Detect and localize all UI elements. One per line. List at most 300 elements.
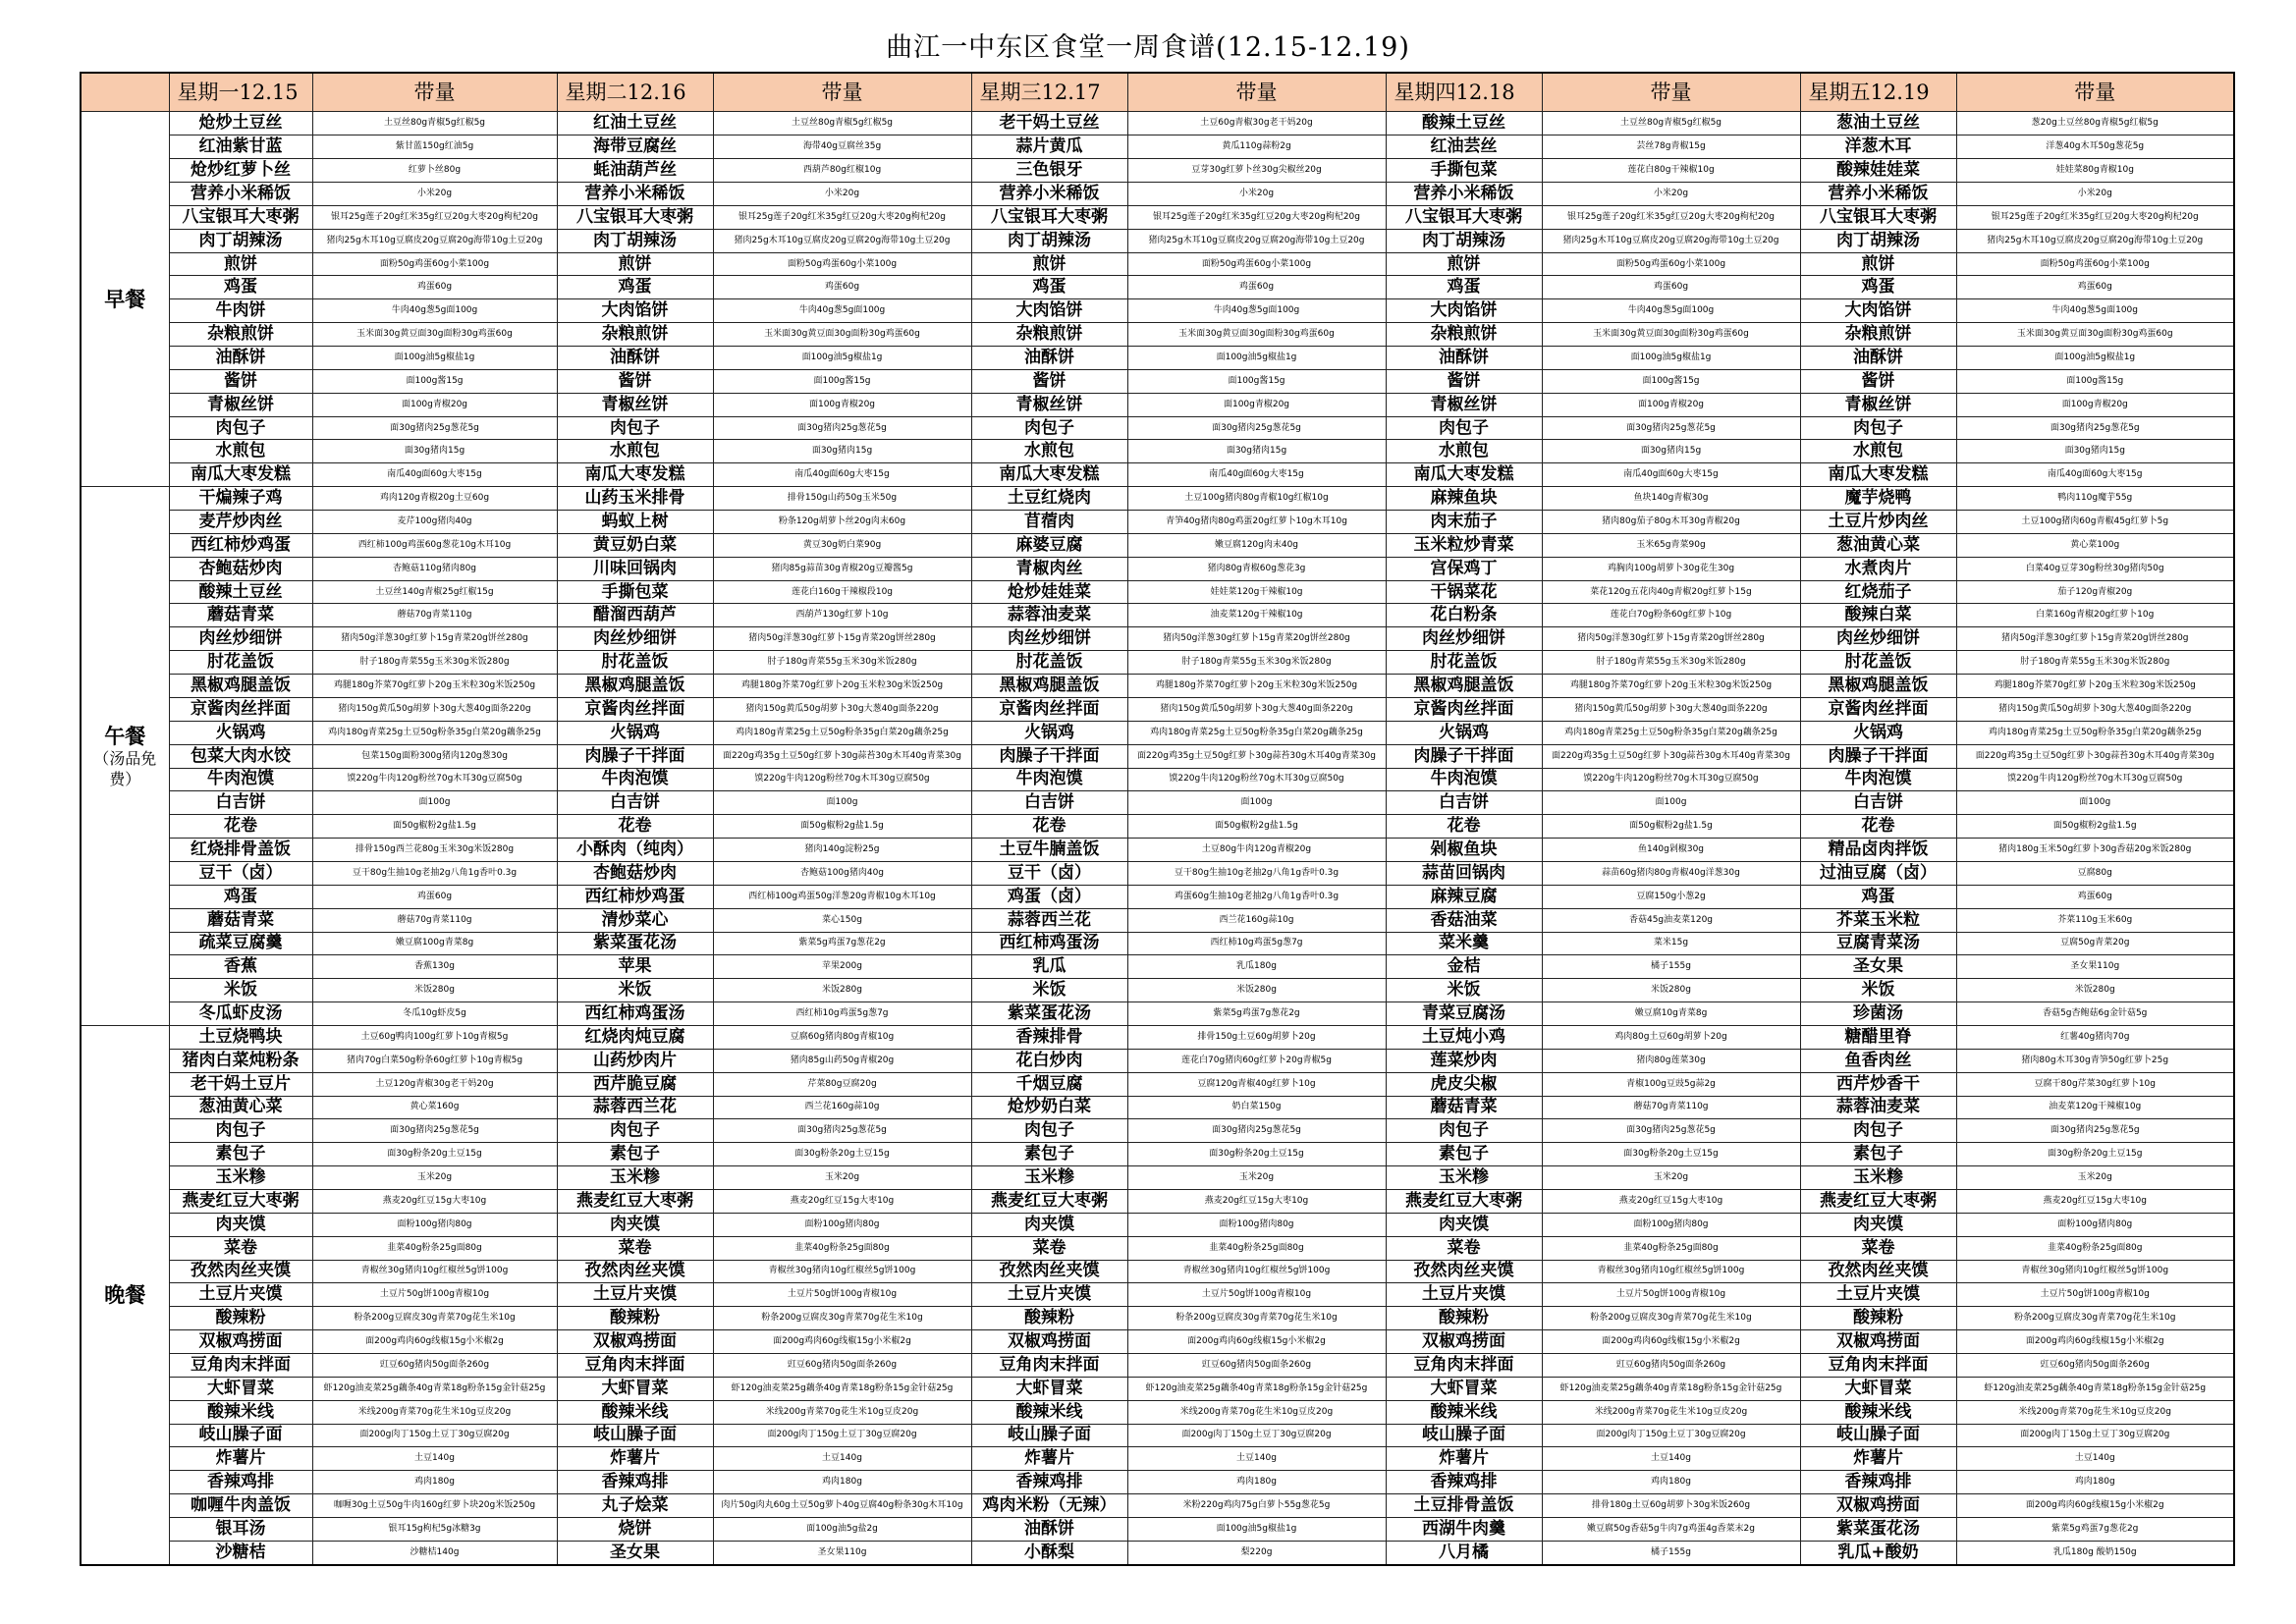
dish-quantity: 面30g猪肉25g葱花5g <box>1542 1119 1800 1143</box>
dish-quantity: 小米20g <box>312 183 557 206</box>
dish-name: 西芹脆豆腐 <box>557 1072 713 1096</box>
dish-name: 素包子 <box>971 1143 1127 1166</box>
dish-quantity: 玉米面30g黄豆面30g面粉30g鸡蛋60g <box>312 323 557 347</box>
dish-name: 八月橘 <box>1386 1541 1542 1565</box>
dish-name: 紫菜蛋花汤 <box>1800 1518 1956 1542</box>
dish-name: 牛肉饼 <box>169 299 312 323</box>
dish-name: 酸辣粉 <box>557 1307 713 1330</box>
menu-row <box>81 1330 2234 1354</box>
dish-quantity: 奶白菜150g <box>1127 1096 1386 1119</box>
menu-row <box>81 299 2234 323</box>
dish-name: 红油土豆丝 <box>557 112 713 135</box>
dish-name: 炸薯片 <box>557 1447 713 1471</box>
dish-quantity: 豇豆60g猪肉50g面条260g <box>1542 1353 1800 1377</box>
dish-quantity: 西红柿10g鸡蛋5g葱7g <box>713 1002 971 1026</box>
dish-name: 玉米糁 <box>1800 1166 1956 1190</box>
dish-name: 红烧排骨盖饭 <box>169 839 312 862</box>
dish-quantity: 面粉50g鸡蛋60g小菜100g <box>1956 252 2234 276</box>
menu-row <box>81 1166 2234 1190</box>
dish-quantity: 面100g油5g椒盐1g <box>1127 1518 1386 1542</box>
dish-quantity: 面粉100g猪肉80g <box>1956 1213 2234 1236</box>
dish-quantity: 嫩豆腐120g肉末40g <box>1127 533 1386 557</box>
dish-quantity: 小米20g <box>1542 183 1800 206</box>
dish-name: 八宝银耳大枣粥 <box>971 205 1127 229</box>
dish-name: 油酥饼 <box>971 1518 1127 1542</box>
dish-name: 炸薯片 <box>1386 1447 1542 1471</box>
qty-header: 带量 <box>1127 73 1386 112</box>
dish-quantity: 玉米20g <box>1956 1166 2234 1190</box>
dish-quantity: 猪肉25g木耳10g豆腐皮20g豆腐20g海带10g土豆20g <box>312 229 557 252</box>
dish-name: 手撕包菜 <box>557 580 713 604</box>
weekly-menu-table <box>80 72 2235 1566</box>
dish-name: 白吉饼 <box>557 791 713 815</box>
dish-quantity: 猪肉25g木耳10g豆腐皮20g豆腐20g海带10g土豆20g <box>1956 229 2234 252</box>
dish-quantity: 面50g椒粉2g盐1.5g <box>312 815 557 839</box>
dish-quantity: 猪肉25g木耳10g豆腐皮20g豆腐20g海带10g土豆20g <box>1127 229 1386 252</box>
dish-name: 八宝银耳大枣粥 <box>557 205 713 229</box>
menu-row <box>81 511 2234 534</box>
dish-quantity: 青椒丝30g猪肉10g红椒丝5g饼100g <box>713 1260 971 1283</box>
dish-quantity: 牛肉40g葱5g面100g <box>1542 299 1800 323</box>
dish-quantity: 猪肉70g白菜50g粉条60g红萝卜10g青椒5g <box>312 1049 557 1072</box>
dish-name: 肉夹馍 <box>971 1213 1127 1236</box>
dish-quantity: 包菜150g面粉300g猪肉120g葱30g <box>312 744 557 768</box>
dish-name: 酱饼 <box>557 369 713 393</box>
dish-name: 白吉饼 <box>169 791 312 815</box>
menu-row <box>81 369 2234 393</box>
dish-name: 双椒鸡捞面 <box>557 1330 713 1354</box>
dish-name: 西红柿鸡蛋汤 <box>971 932 1127 955</box>
dish-quantity: 面粉50g鸡蛋60g小菜100g <box>1127 252 1386 276</box>
dish-quantity: 馍220g牛肉120g粉丝70g木耳30g豆腐50g <box>1127 768 1386 791</box>
dish-quantity: 燕麦20g红豆15g大枣10g <box>1542 1189 1800 1213</box>
dish-quantity: 鸡胸肉100g胡萝卜30g花生30g <box>1542 557 1800 580</box>
dish-quantity: 蘑菇70g青菜110g <box>312 908 557 932</box>
menu-row <box>81 112 2234 135</box>
dish-quantity: 虾120g油麦菜25g藕条40g青菜18g粉条15g金针菇25g <box>1956 1377 2234 1400</box>
dish-name: 岐山臊子面 <box>1800 1424 1956 1447</box>
dish-name: 鱼香肉丝 <box>1800 1049 1956 1072</box>
menu-row <box>81 1143 2234 1166</box>
dish-quantity: 土豆60g鸭肉100g红萝卜10g青椒5g <box>312 1025 557 1049</box>
dish-name: 南瓜大枣发糕 <box>971 463 1127 487</box>
dish-name: 蒜苗回锅肉 <box>1386 861 1542 885</box>
meal-note: （汤品免费） <box>93 748 157 788</box>
dish-name: 山药玉米排骨 <box>557 487 713 511</box>
dish-quantity: 茄子120g青椒20g <box>1956 580 2234 604</box>
dish-quantity: 梨220g <box>1127 1541 1386 1565</box>
dish-name: 水煮肉片 <box>1800 557 1956 580</box>
dish-quantity: 猪肉150g黄瓜50g胡萝卜30g大葱40g面条220g <box>1127 697 1386 721</box>
dish-quantity: 肘子180g青菜55g玉米30g米饭280g <box>713 651 971 675</box>
dish-quantity: 芸丝78g青椒15g <box>1542 135 1800 159</box>
qty-header: 带量 <box>713 73 971 112</box>
dish-quantity: 嫩豆腐10g青菜8g <box>1542 1002 1800 1026</box>
dish-name: 肉包子 <box>557 1119 713 1143</box>
dish-quantity: 小米20g <box>1127 183 1386 206</box>
dish-quantity: 南瓜40g面60g大枣15g <box>1956 463 2234 487</box>
dish-quantity: 西兰花160g蒜10g <box>1127 908 1386 932</box>
dish-quantity: 面200g鸡肉60g线椒15g小米椒2g <box>1956 1330 2234 1354</box>
dish-name: 蚝油葫芦丝 <box>557 159 713 183</box>
dish-name: 煎饼 <box>971 252 1127 276</box>
meal-name: 晚餐 <box>104 1282 146 1308</box>
dish-name: 肉丁胡辣汤 <box>1800 229 1956 252</box>
dish-quantity: 南瓜40g面60g大枣15g <box>713 463 971 487</box>
dish-quantity: 肘子180g青菜55g玉米30g米饭280g <box>1542 651 1800 675</box>
dish-name: 肘花盖饭 <box>557 651 713 675</box>
dish-name: 玉米糁 <box>557 1166 713 1190</box>
dish-quantity: 西红柿100g鸡蛋50g洋葱20g青椒10g木耳10g <box>713 885 971 908</box>
dish-quantity: 排骨150g山药50g玉米50g <box>713 487 971 511</box>
dish-name: 鸡肉米粉（无辣） <box>971 1494 1127 1518</box>
dish-name: 青椒丝饼 <box>1386 393 1542 416</box>
dish-quantity: 玉米20g <box>312 1166 557 1190</box>
dish-quantity: 粉条200g豆腐皮30g青菜70g花生米10g <box>1127 1307 1386 1330</box>
dish-name: 海带豆腐丝 <box>557 135 713 159</box>
dish-name: 肉包子 <box>971 416 1127 440</box>
day-header: 星期五12.19 <box>1800 73 1956 112</box>
dish-name: 孜然肉丝夹馍 <box>557 1260 713 1283</box>
dish-quantity: 西葫芦80g红椒10g <box>713 159 971 183</box>
day-header: 星期四12.18 <box>1386 73 1542 112</box>
dish-name: 肉臊子干拌面 <box>1386 744 1542 768</box>
dish-name: 双椒鸡捞面 <box>169 1330 312 1354</box>
dish-quantity: 猪肉25g木耳10g豆腐皮20g豆腐20g海带10g土豆20g <box>713 229 971 252</box>
dish-name: 香蕉 <box>169 955 312 979</box>
dish-quantity: 鸭肉110g魔芋55g <box>1956 487 2234 511</box>
dish-name: 酸辣米线 <box>169 1400 312 1424</box>
dish-name: 冬瓜虾皮汤 <box>169 1002 312 1026</box>
dish-quantity: 韭菜40g粉条25g面80g <box>1542 1236 1800 1260</box>
menu-row <box>81 1119 2234 1143</box>
dish-name: 水煎包 <box>1800 440 1956 463</box>
menu-row <box>81 487 2234 511</box>
dish-quantity: 银耳25g莲子20g红米35g红豆20g大枣20g枸杞20g <box>1956 205 2234 229</box>
dish-name: 水煎包 <box>557 440 713 463</box>
dish-name: 煎饼 <box>1386 252 1542 276</box>
dish-name: 菜卷 <box>1800 1236 1956 1260</box>
dish-name: 青椒丝饼 <box>557 393 713 416</box>
dish-quantity: 青椒100g豆豉5g蒜2g <box>1542 1072 1800 1096</box>
dish-quantity: 土豆丝80g青椒5g红椒5g <box>1542 112 1800 135</box>
menu-row <box>81 815 2234 839</box>
dish-quantity: 猪肉80g木耳30g青笋50g红萝卜25g <box>1956 1049 2234 1072</box>
dish-name: 麦芹炒肉丝 <box>169 511 312 534</box>
dish-name: 肉包子 <box>971 1119 1127 1143</box>
dish-name: 素包子 <box>1800 1143 1956 1166</box>
dish-quantity: 银耳15g枸杞5g冰糖3g <box>312 1518 557 1542</box>
day-header: 星期一12.15 <box>169 73 312 112</box>
dish-name: 炸薯片 <box>1800 1447 1956 1471</box>
menu-row <box>81 1189 2234 1213</box>
dish-quantity: 粉条200g豆腐皮30g青菜70g花生米10g <box>1956 1307 2234 1330</box>
dish-quantity: 白菜40g豆芽30g粉丝30g猪肉50g <box>1956 557 2234 580</box>
dish-quantity: 鸡蛋60g <box>312 276 557 299</box>
dish-name: 老干妈土豆丝 <box>971 112 1127 135</box>
dish-name: 肉包子 <box>557 416 713 440</box>
dish-name: 素包子 <box>169 1143 312 1166</box>
dish-quantity: 红萝卜丝80g <box>312 159 557 183</box>
dish-name: 油酥饼 <box>557 347 713 370</box>
dish-quantity: 面30g猪肉25g葱花5g <box>1127 1119 1386 1143</box>
dish-name: 煎饼 <box>1800 252 1956 276</box>
dish-name: 肉夹馍 <box>169 1213 312 1236</box>
dish-quantity: 粉条200g豆腐皮30g青菜70g花生米10g <box>713 1307 971 1330</box>
dish-quantity: 米线200g青菜70g花生米10g豆皮20g <box>1956 1400 2234 1424</box>
dish-name: 鸡蛋 <box>169 885 312 908</box>
dish-name: 花卷 <box>1800 815 1956 839</box>
dish-name: 乳瓜+酸奶 <box>1800 1541 1956 1565</box>
dish-quantity: 面50g椒粉2g盐1.5g <box>1956 815 2234 839</box>
dish-quantity: 土豆片50g饼100g青椒10g <box>713 1283 971 1307</box>
dish-name: 花白粉条 <box>1386 604 1542 627</box>
dish-quantity: 紫菜5g鸡蛋7g葱花2g <box>1127 1002 1386 1026</box>
dish-name: 小酥肉（纯肉） <box>557 839 713 862</box>
dish-name: 京酱肉丝拌面 <box>1800 697 1956 721</box>
dish-quantity: 面100g油5g椒盐1g <box>713 347 971 370</box>
dish-quantity: 土豆100g猪肉80g青椒10g红椒10g <box>1127 487 1386 511</box>
dish-quantity: 油麦菜120g干辣椒10g <box>1956 1096 2234 1119</box>
dish-name: 芥菜玉米粒 <box>1800 908 1956 932</box>
dish-name: 燕麦红豆大枣粥 <box>1800 1189 1956 1213</box>
dish-quantity: 猪肉150g黄瓜50g胡萝卜30g大葱40g面条220g <box>1542 697 1800 721</box>
dish-quantity: 玉米20g <box>1127 1166 1386 1190</box>
dish-name: 酸辣米线 <box>1800 1400 1956 1424</box>
dish-quantity: 蘑菇70g青菜110g <box>1542 1096 1800 1119</box>
menu-row <box>81 908 2234 932</box>
dish-quantity: 豆干80g生抽10g老抽2g八角1g香叶0.3g <box>1127 861 1386 885</box>
dish-quantity: 西葫芦130g红萝卜10g <box>713 604 971 627</box>
dish-quantity: 土豆140g <box>713 1447 971 1471</box>
dish-name: 炝炒奶白菜 <box>971 1096 1127 1119</box>
menu-row <box>81 252 2234 276</box>
dish-quantity: 面30g猪肉25g葱花5g <box>312 416 557 440</box>
menu-row <box>81 1307 2234 1330</box>
qty-header: 带量 <box>1956 73 2234 112</box>
dish-quantity: 嫩豆腐100g青菜8g <box>312 932 557 955</box>
dish-name: 蘑菇青菜 <box>1386 1096 1542 1119</box>
menu-row <box>81 205 2234 229</box>
dish-name: 八宝银耳大枣粥 <box>1800 205 1956 229</box>
dish-name: 米饭 <box>1800 979 1956 1002</box>
dish-quantity: 黄豆30g奶白菜90g <box>713 533 971 557</box>
dish-name: 土豆片夹馍 <box>557 1283 713 1307</box>
dish-quantity: 面30g猪肉25g葱花5g <box>1127 416 1386 440</box>
meal-label <box>81 1025 169 1565</box>
dish-quantity: 鸡肉180g青菜25g土豆50g粉条35g白菜20g藕条25g <box>1956 721 2234 744</box>
dish-quantity: 馍220g牛肉120g粉丝70g木耳30g豆腐50g <box>713 768 971 791</box>
dish-quantity: 香蕉130g <box>312 955 557 979</box>
menu-row <box>81 276 2234 299</box>
dish-quantity: 豆腐50g青菜20g <box>1956 932 2234 955</box>
menu-row <box>81 979 2234 1002</box>
dish-quantity: 燕麦20g红豆15g大枣10g <box>312 1189 557 1213</box>
dish-quantity: 鸡蛋60g <box>1956 276 2234 299</box>
dish-name: 酱饼 <box>169 369 312 393</box>
qty-header: 带量 <box>1542 73 1800 112</box>
dish-name: 土豆烧鸭块 <box>169 1025 312 1049</box>
dish-quantity: 燕麦20g红豆15g大枣10g <box>1127 1189 1386 1213</box>
dish-quantity: 面220g鸡35g土豆50g红萝卜30g蒜苔30g木耳40g青菜30g <box>1956 744 2234 768</box>
dish-name: 酸辣白菜 <box>1800 604 1956 627</box>
dish-name: 土豆片炒肉丝 <box>1800 511 1956 534</box>
dish-name: 千烟豆腐 <box>971 1072 1127 1096</box>
dish-name: 米饭 <box>169 979 312 1002</box>
dish-quantity: 土豆60g青椒30g老干妈20g <box>1127 112 1386 135</box>
dish-quantity: 鸡腿180g芥菜70g红萝卜20g玉米粒30g米饭250g <box>312 675 557 698</box>
dish-quantity: 苹果200g <box>713 955 971 979</box>
dish-name: 土豆牛腩盖饭 <box>971 839 1127 862</box>
dish-quantity: 莲花白70g粉条60g红萝卜10g <box>1542 604 1800 627</box>
dish-name: 炝炒娃娃菜 <box>971 580 1127 604</box>
dish-quantity: 土豆丝80g青椒5g红椒5g <box>713 112 971 135</box>
menu-row <box>81 183 2234 206</box>
dish-name: 紫菜蛋花汤 <box>557 932 713 955</box>
dish-name: 双椒鸡捞面 <box>1386 1330 1542 1354</box>
dish-name: 豆干（卤） <box>169 861 312 885</box>
dish-name: 土豆排骨盖饭 <box>1386 1494 1542 1518</box>
dish-quantity: 玉米20g <box>713 1166 971 1190</box>
dish-name: 黑椒鸡腿盖饭 <box>1800 675 1956 698</box>
dish-name: 酸辣米线 <box>1386 1400 1542 1424</box>
dish-quantity: 鸡肉180g青菜25g土豆50g粉条35g白菜20g藕条25g <box>1542 721 1800 744</box>
dish-quantity: 面50g椒粉2g盐1.5g <box>713 815 971 839</box>
dish-name: 干煸辣子鸡 <box>169 487 312 511</box>
dish-quantity: 面100g青椒20g <box>1956 393 2234 416</box>
dish-name: 黑椒鸡腿盖饭 <box>1386 675 1542 698</box>
dish-name: 孜然肉丝夹馍 <box>1800 1260 1956 1283</box>
dish-name: 鸡蛋 <box>1386 276 1542 299</box>
dish-name: 红油芸丝 <box>1386 135 1542 159</box>
dish-quantity: 豆腐80g <box>1956 861 2234 885</box>
dish-quantity: 玉米面30g黄豆面30g面粉30g鸡蛋60g <box>1127 323 1386 347</box>
menu-row <box>81 744 2234 768</box>
dish-name: 葱油土豆丝 <box>1800 112 1956 135</box>
dish-quantity: 紫甘蓝150g红油5g <box>312 135 557 159</box>
dish-quantity: 排骨180g土豆60g胡萝卜30g米饭260g <box>1542 1494 1800 1518</box>
dish-name: 京酱肉丝拌面 <box>169 697 312 721</box>
dish-quantity: 馍220g牛肉120g粉丝70g木耳30g豆腐50g <box>1542 768 1800 791</box>
dish-quantity: 面100g酱15g <box>1542 369 1800 393</box>
dish-name: 岐山臊子面 <box>169 1424 312 1447</box>
dish-quantity: 面30g猪肉25g葱花5g <box>1956 1119 2234 1143</box>
dish-quantity: 面100g油5g椒盐1g <box>1956 347 2234 370</box>
header-row <box>81 73 2234 112</box>
dish-name: 豆角肉末拌面 <box>557 1353 713 1377</box>
dish-quantity: 橘子155g <box>1542 955 1800 979</box>
dish-name: 青椒丝饼 <box>971 393 1127 416</box>
dish-name: 孜然肉丝夹馍 <box>971 1260 1127 1283</box>
dish-name: 肘花盖饭 <box>971 651 1127 675</box>
dish-quantity: 米饭280g <box>713 979 971 1002</box>
dish-quantity: 莲花白80g干辣椒10g <box>1542 159 1800 183</box>
dish-quantity: 面200g肉丁150g土豆丁30g豆腐20g <box>1542 1424 1800 1447</box>
dish-name: 蘑菇青菜 <box>169 908 312 932</box>
dish-quantity: 玉米面30g黄豆面30g面粉30g鸡蛋60g <box>713 323 971 347</box>
dish-quantity: 燕麦20g红豆15g大枣10g <box>713 1189 971 1213</box>
dish-quantity: 面200g鸡肉60g线椒15g小米椒2g <box>1127 1330 1386 1354</box>
menu-row <box>81 416 2234 440</box>
menu-row <box>81 627 2234 651</box>
dish-name: 蒜片黄瓜 <box>971 135 1127 159</box>
dish-name: 火锅鸡 <box>1800 721 1956 744</box>
dish-quantity: 土豆140g <box>1956 1447 2234 1471</box>
dish-name: 菜卷 <box>169 1236 312 1260</box>
dish-name: 火锅鸡 <box>1386 721 1542 744</box>
dish-name: 肉丁胡辣汤 <box>1386 229 1542 252</box>
dish-quantity: 玉米面30g黄豆面30g面粉30g鸡蛋60g <box>1542 323 1800 347</box>
dish-name: 酸辣娃娃菜 <box>1800 159 1956 183</box>
dish-name: 肉丝炒细饼 <box>971 627 1127 651</box>
dish-quantity: 猪肉50g洋葱30g红萝卜15g青菜20g饼丝280g <box>1542 627 1800 651</box>
dish-quantity: 米饭280g <box>1542 979 1800 1002</box>
dish-quantity: 圣女果110g <box>1956 955 2234 979</box>
menu-row <box>81 323 2234 347</box>
dish-quantity: 玉米面30g黄豆面30g面粉30g鸡蛋60g <box>1956 323 2234 347</box>
dish-name: 精品卤肉拌饭 <box>1800 839 1956 862</box>
dish-name: 土豆片夹馍 <box>1800 1283 1956 1307</box>
dish-quantity: 米饭280g <box>1956 979 2234 1002</box>
dish-quantity: 鱼块140g青椒30g <box>1542 487 1800 511</box>
dish-name: 杂粮煎饼 <box>557 323 713 347</box>
dish-name: 鸡蛋 <box>971 276 1127 299</box>
menu-row <box>81 885 2234 908</box>
dish-quantity: 面100g酱15g <box>713 369 971 393</box>
dish-name: 烧饼 <box>557 1518 713 1542</box>
dish-name: 肉夹馍 <box>1800 1213 1956 1236</box>
dish-quantity: 面30g猪肉15g <box>1542 440 1800 463</box>
dish-name: 杂粮煎饼 <box>971 323 1127 347</box>
dish-name: 肉包子 <box>1386 1119 1542 1143</box>
dish-quantity: 土豆140g <box>312 1447 557 1471</box>
dish-name: 葱油黄心菜 <box>169 1096 312 1119</box>
page-title: 曲江一中东区食堂一周食谱(12.15-12.19) <box>886 32 1410 63</box>
dish-name: 宫保鸡丁 <box>1386 557 1542 580</box>
dish-quantity: 面100g <box>713 791 971 815</box>
dish-name: 花卷 <box>1386 815 1542 839</box>
dish-quantity: 面粉100g猪肉80g <box>713 1213 971 1236</box>
dish-name: 包菜大肉水饺 <box>169 744 312 768</box>
dish-name: 香辣排骨 <box>971 1025 1127 1049</box>
menu-row <box>81 1400 2234 1424</box>
dish-name: 菜卷 <box>557 1236 713 1260</box>
dish-quantity: 虾120g油麦菜25g藕条40g青菜18g粉条15g金针菇25g <box>1542 1377 1800 1400</box>
dish-name: 火锅鸡 <box>971 721 1127 744</box>
dish-name: 肉丝炒细饼 <box>1800 627 1956 651</box>
menu-row <box>81 393 2234 416</box>
dish-name: 魔芋烧鸭 <box>1800 487 1956 511</box>
dish-quantity: 土豆丝80g青椒5g红椒5g <box>312 112 557 135</box>
dish-name: 肉丝炒细饼 <box>557 627 713 651</box>
menu-row <box>81 347 2234 370</box>
menu-row <box>81 1002 2234 1026</box>
dish-name: 肉臊子干拌面 <box>1800 744 1956 768</box>
dish-name: 玉米糁 <box>169 1166 312 1190</box>
dish-quantity: 面220g鸡35g土豆50g红萝卜30g蒜苔30g木耳40g青菜30g <box>713 744 971 768</box>
dish-name: 黑椒鸡腿盖饭 <box>971 675 1127 698</box>
menu-row <box>81 932 2234 955</box>
dish-name: 糖醋里脊 <box>1800 1025 1956 1049</box>
dish-name: 鸡蛋 <box>1800 276 1956 299</box>
dish-name: 营养小米稀饭 <box>1386 183 1542 206</box>
dish-quantity: 豆腐60g猪肉80g青椒10g <box>713 1025 971 1049</box>
menu-row <box>81 159 2234 183</box>
dish-name: 酱饼 <box>1800 369 1956 393</box>
dish-name: 杂粮煎饼 <box>169 323 312 347</box>
dish-quantity: 猪肉85g蒜苗30g青椒20g豆瓣酱5g <box>713 557 971 580</box>
dish-name: 南瓜大枣发糕 <box>1800 463 1956 487</box>
